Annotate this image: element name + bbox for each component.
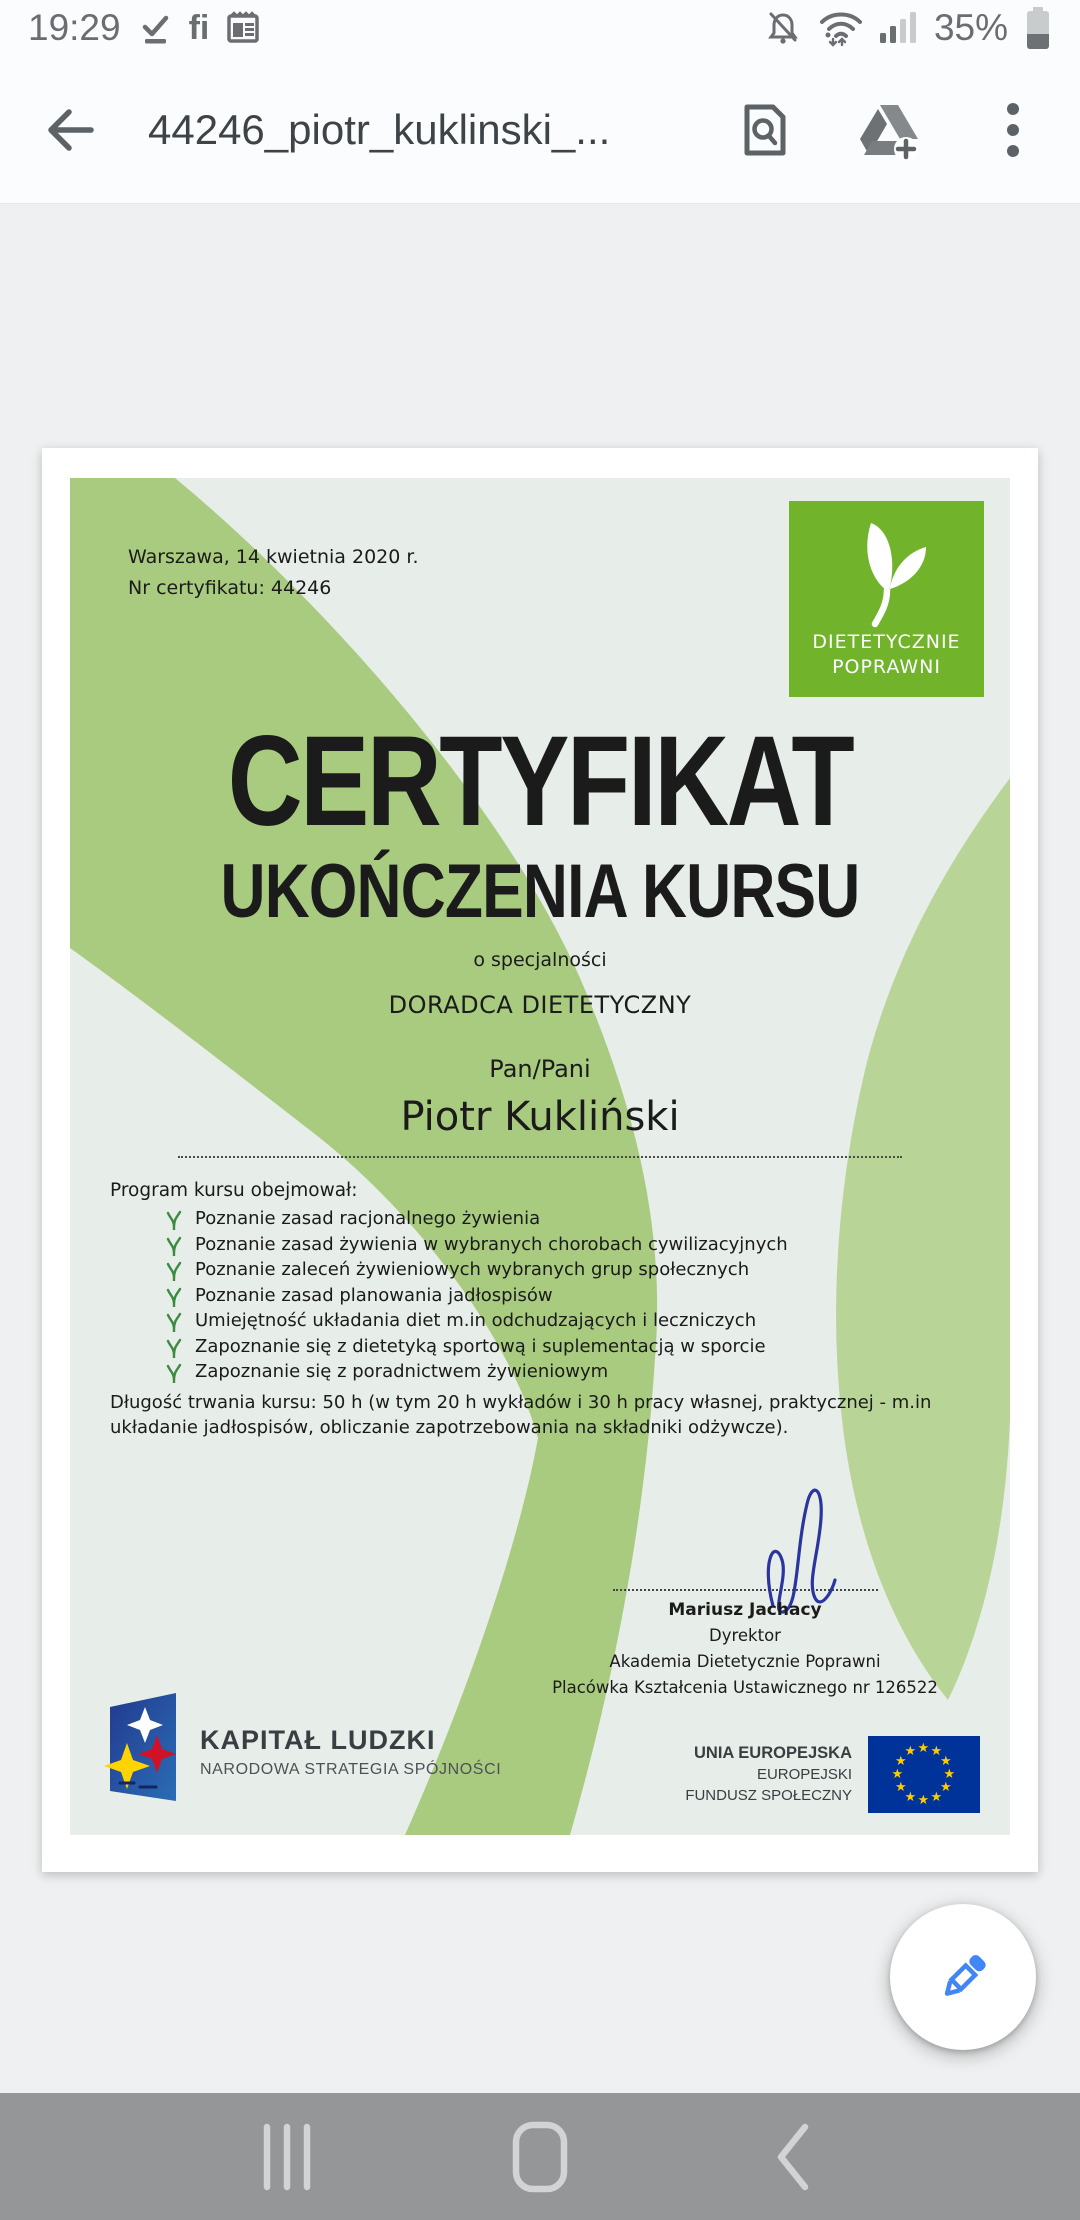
recents-button[interactable] <box>232 2112 342 2202</box>
certificate-page <box>42 448 1038 1872</box>
find-in-page-icon <box>734 99 796 161</box>
program-item <box>110 1257 984 1283</box>
program-item <box>110 1232 984 1258</box>
pencil-icon <box>931 1945 995 2009</box>
dietetycznie-poprawni-logo <box>789 501 984 697</box>
edit-fab-button[interactable] <box>890 1904 1036 2050</box>
duration-line1: Długość trwania kursu: 50 h (w tym 20 h wykładów i 30 h pracy własnej, praktycznej - m.in <box>110 1391 932 1413</box>
sprout-bullet-icon <box>166 1287 182 1307</box>
kapital-ludzki-flag-icon <box>100 1691 180 1813</box>
sprout-logo-icon <box>837 511 937 629</box>
certificate-body <box>70 478 1010 1835</box>
logo-text-line1: DIETETYCZNIE <box>812 631 961 653</box>
program-section <box>110 1178 984 1440</box>
sprout-bullet-icon <box>166 1363 182 1383</box>
signer-org2: Placówka Kształcenia Ustawicznego nr 126522 <box>552 1678 938 1697</box>
certificate-subtitle: UKOŃCZENIA KURSU <box>220 849 860 934</box>
program-item-text: Poznanie zasad racjonalnego żywienia <box>195 1208 541 1229</box>
signer-name: Mariusz Jachacy <box>668 1600 822 1620</box>
mute-icon <box>766 10 800 46</box>
signature-block <box>500 1478 990 1701</box>
recents-icon <box>261 2122 313 2192</box>
document-title: 44246_piotr_kuklinski_... <box>148 105 611 153</box>
fi-notification-icon: fi <box>188 8 210 47</box>
speciality-value: DORADCA DIETETYCZNY <box>388 991 692 1019</box>
document-viewport[interactable] <box>0 204 1080 2093</box>
program-item-text: Umiejętność układania diet m.in odchudzających i leczniczych <box>195 1310 757 1331</box>
eu-text-line3: FUNDUSZ SPOŁECZNY <box>685 1787 852 1804</box>
download-done-icon <box>137 10 173 46</box>
program-item-text: Zapoznanie się z dietetyką sportową i suplementacją w sporcie <box>195 1335 766 1357</box>
find-in-document-button[interactable] <box>732 97 798 163</box>
program-item <box>110 1334 984 1360</box>
program-list <box>110 1206 984 1385</box>
status-time: 19:29 <box>28 7 121 48</box>
wifi-icon <box>816 8 862 48</box>
certificate-title: CERTYFIKAT <box>227 710 853 853</box>
kapital-ludzki-subtitle: NARODOWA STRATEGIA SPÓJNOŚCI <box>200 1761 502 1778</box>
place-date: Warszawa, 14 kwietnia 2020 r. <box>128 546 419 568</box>
home-icon <box>511 2121 569 2193</box>
overflow-menu-button[interactable] <box>980 97 1046 163</box>
kapital-ludzki-logo <box>100 1691 501 1813</box>
sprout-bullet-icon <box>166 1236 182 1256</box>
logo-text-line2: POPRAWNI <box>832 656 941 678</box>
back-button[interactable] <box>30 94 102 166</box>
eu-text-line2: EUROPEJSKI <box>756 1766 852 1783</box>
signer-org: Akademia Dietetycznie Poprawni <box>609 1652 881 1671</box>
sprout-bullet-icon <box>166 1312 182 1332</box>
drive-add-icon <box>856 97 922 163</box>
app-toolbar <box>0 56 1080 204</box>
kapital-ludzki-title: KAPITAŁ LUDZKI <box>200 1725 436 1755</box>
certificate-title-block <box>70 710 1010 1158</box>
program-item <box>110 1308 984 1334</box>
add-to-drive-button[interactable] <box>856 97 922 163</box>
speciality-label: o specjalności <box>473 949 607 971</box>
salutation: Pan/Pani <box>489 1055 591 1083</box>
program-item-text: Poznanie zasad żywienia w wybranych chorobach cywilizacyjnych <box>195 1233 788 1255</box>
program-item-text: Poznanie zasad planowania jadłospisów <box>195 1284 553 1306</box>
home-button[interactable] <box>485 2112 595 2202</box>
battery-percent-label: 35% <box>933 7 1008 48</box>
holder-name: Piotr Kukliński <box>400 1094 680 1140</box>
status-bar <box>0 0 1080 56</box>
program-header: Program kursu obejmował: <box>110 1180 358 1201</box>
eu-flag-icon: ★ ★ ★ ★ ★ ★ ★ ★ ★ ★ ★ ★ <box>868 1736 980 1813</box>
android-nav-bar <box>0 2093 1080 2220</box>
battery-icon <box>1024 6 1052 50</box>
nav-back-button[interactable] <box>738 2112 848 2202</box>
signature-line <box>613 1589 878 1591</box>
name-underline <box>178 1156 902 1158</box>
sprout-bullet-icon <box>166 1261 182 1281</box>
sprout-bullet-icon <box>166 1338 182 1358</box>
signer-role: Dyrektor <box>709 1626 781 1645</box>
program-item-text: Poznanie zaleceń żywieniowych wybranych grup społecznych <box>195 1259 750 1280</box>
certificate-number: Nr certyfikatu: 44246 <box>128 577 332 599</box>
nav-back-icon <box>773 2121 813 2193</box>
back-arrow-icon <box>35 99 97 161</box>
certificate-meta <box>128 542 418 604</box>
program-item <box>110 1359 984 1385</box>
three-dot-menu-icon <box>1006 101 1020 159</box>
program-item-text: Zapoznanie się z poradnictwem żywieniowym <box>195 1361 609 1382</box>
duration-line2: układanie jadłospisów, obliczanie zapotrzebowania na składniki odżywcze). <box>110 1416 789 1438</box>
certificate-footer <box>100 1691 980 1813</box>
eu-logo-block <box>685 1736 980 1813</box>
sprout-bullet-icon <box>166 1210 182 1230</box>
notepad-notification-icon <box>225 10 261 46</box>
eu-text-line1: UNIA EUROPEJSKA <box>694 1744 852 1762</box>
program-item <box>110 1206 984 1232</box>
signal-icon <box>878 9 918 47</box>
program-item <box>110 1283 984 1309</box>
